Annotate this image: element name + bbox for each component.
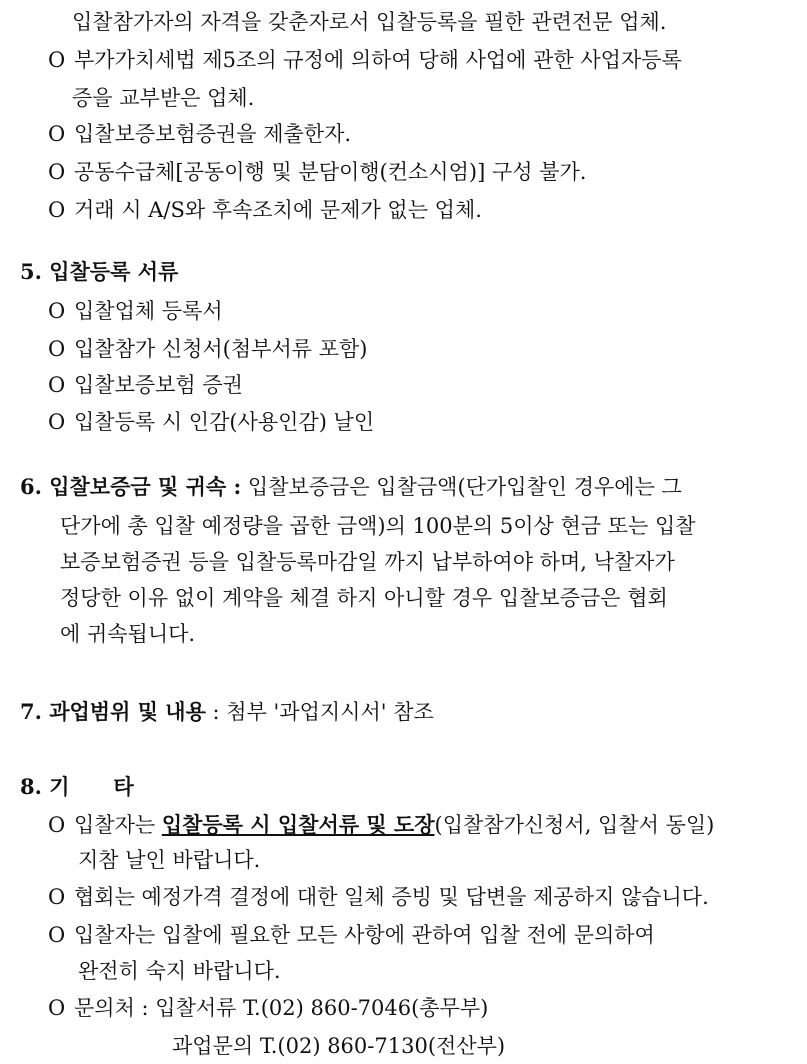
bullet-mark: O bbox=[48, 122, 66, 146]
section-5-item-text: 입찰등록 시 인감(사용인감) 날인 bbox=[74, 410, 375, 434]
section-6-line-3: 보증보험증권 등을 입찰등록마감일 까지 납부하여야 하며, 낙찰자가 bbox=[60, 550, 675, 574]
section-5-item-text: 입찰보증보험 증권 bbox=[74, 373, 243, 397]
section-8-item-cont: 지참 날인 바랍니다. bbox=[78, 848, 261, 872]
section-5-item bbox=[48, 409, 374, 435]
qualification-item bbox=[48, 121, 351, 147]
section-8-item-post: (입찰참가신청서, 입찰서 동일) bbox=[434, 813, 715, 837]
bullet-mark: O bbox=[48, 198, 66, 222]
section-8-item-cont: 완전히 숙지 바랍니다. bbox=[78, 959, 281, 983]
section-8-item bbox=[48, 884, 709, 910]
section-8-heading: 8. 기 타 bbox=[20, 774, 134, 799]
bullet-mark: O bbox=[48, 337, 66, 361]
section-7-line bbox=[20, 699, 434, 725]
qualification-text: 거래 시 A/S와 후속조치에 문제가 없는 업체. bbox=[74, 198, 482, 222]
section-6-text: 입찰보증금은 입찰금액(단가입찰인 경우에는 그 bbox=[247, 475, 682, 499]
qualification-item bbox=[48, 47, 682, 73]
qualification-item-cont: 증을 교부받은 업체. bbox=[72, 86, 255, 110]
qualification-item bbox=[48, 197, 482, 223]
qualification-text: 부가가치세법 제5조의 규정에 의하여 당해 사업에 관한 사업자등록 bbox=[74, 48, 682, 72]
section-6-heading: 6. 입찰보증금 및 귀속 : bbox=[20, 474, 242, 499]
section-8-item bbox=[48, 922, 655, 948]
bullet-mark: O bbox=[48, 373, 66, 397]
section-8-item-text: 협회는 예정가격 결정에 대한 일체 증빙 및 답변을 제공하지 않습니다. bbox=[74, 885, 709, 909]
section-6-line-5: 에 귀속됩니다. bbox=[60, 622, 196, 646]
bullet-mark: O bbox=[48, 923, 66, 947]
section-5-item bbox=[48, 298, 223, 324]
bullet-mark: O bbox=[48, 813, 66, 837]
section-7-text: : 첨부 '과업지시서' 참조 bbox=[212, 700, 434, 724]
section-8-item-pre: 입찰자는 bbox=[74, 813, 162, 837]
section-6-line-2: 단가에 총 입찰 예정량을 곱한 금액)의 100분의 5이상 현금 또는 입찰 bbox=[60, 514, 696, 538]
section-6-line-1 bbox=[20, 474, 682, 500]
section-8-item-underlined: 입찰등록 시 입찰서류 및 도장 bbox=[161, 812, 435, 837]
bullet-mark: O bbox=[48, 48, 66, 72]
contact-line-1 bbox=[48, 995, 488, 1021]
section-5-heading: 5. 입찰등록 서류 bbox=[20, 259, 179, 284]
contact-line-2: 과업문의 T.(02) 860-7130(전산부) bbox=[172, 1034, 506, 1058]
section-8-item bbox=[48, 812, 714, 838]
section-6-line-4: 정당한 이유 없이 계약을 체결 하지 아니할 경우 입찰보증금은 협회 bbox=[60, 586, 668, 610]
bullet-mark: O bbox=[48, 160, 66, 184]
qualification-continuation: 입찰참가자의 자격을 갖춘자로서 입찰등록을 필한 관련전문 업체. bbox=[72, 10, 667, 34]
section-5-item bbox=[48, 372, 243, 398]
section-8-item-text: 입찰자는 입찰에 필요한 모든 사항에 관하여 입찰 전에 문의하여 bbox=[74, 923, 655, 947]
bullet-mark: O bbox=[48, 410, 66, 434]
section-5-item-text: 입찰업체 등록서 bbox=[74, 299, 223, 323]
section-7-heading: 7. 과업범위 및 내용 bbox=[20, 699, 206, 724]
qualification-text: 입찰보증보험증권을 제출한자. bbox=[74, 122, 352, 146]
bullet-mark: O bbox=[48, 996, 66, 1020]
section-5-item bbox=[48, 336, 367, 362]
bullet-mark: O bbox=[48, 885, 66, 909]
section-5-item-text: 입찰참가 신청서(첨부서류 포함) bbox=[74, 337, 368, 361]
qualification-item bbox=[48, 159, 586, 185]
bullet-mark: O bbox=[48, 299, 66, 323]
contact-text: 문의처 : 입찰서류 T.(02) 860-7046(총무부) bbox=[74, 996, 489, 1020]
qualification-text: 공동수급체[공동이행 및 분담이행(컨소시엄)] 구성 불가. bbox=[74, 160, 587, 184]
